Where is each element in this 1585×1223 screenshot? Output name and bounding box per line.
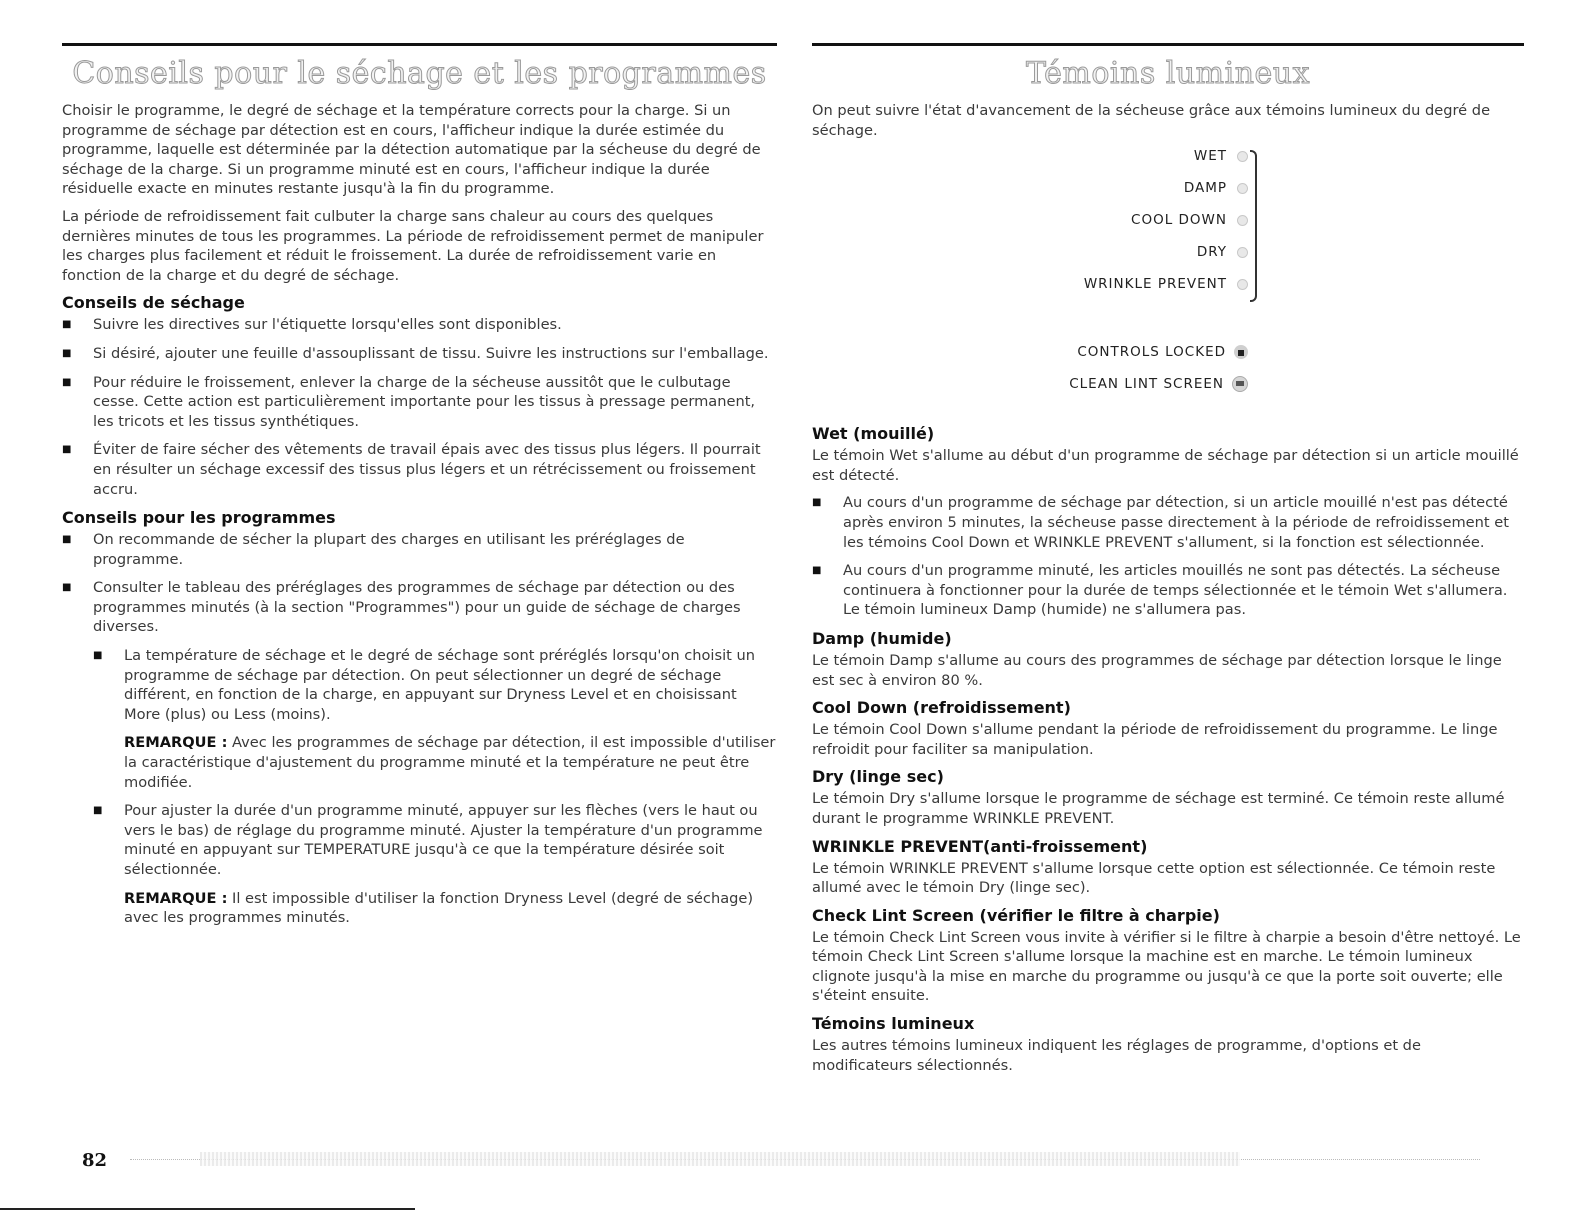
page-footer (70, 1150, 1480, 1170)
check-lint-heading: Check Lint Screen (vérifier le filtre à charpie) (812, 905, 1220, 925)
bottom-rule (0, 1208, 415, 1210)
list-item: ■ La température de séchage et le degré de séchage sont préréglés lorsqu'on choisit un programme de séchage par détection. On peut sélectionner un degré de séchage différent, en fonction de la charge, en appuyant sur Dryness Level et en choisissant More (plus) ou Less (moins). (93, 646, 777, 724)
scan-artifact-stripe (200, 1152, 1240, 1166)
right-section-title: Témoins lumineux (1025, 56, 1311, 91)
note-label: REMARQUE : (124, 734, 228, 752)
page-number: 82 (82, 1150, 108, 1171)
indicator-damp (1184, 180, 1248, 196)
damp-text: Le témoin Damp s'allume au cours des programmes de séchage par détection lorsque le linge est sec à environ 80 %. (812, 651, 1502, 689)
indicator-label: CONTROLS LOCKED (1077, 344, 1226, 361)
dry-heading: Dry (linge sec) (812, 767, 944, 787)
list-item: ■ Pour réduire le froissement, enlever la charge de la sécheuse aussitôt que le culbutage cesse. Cette action est particulièrement importante pour les tissus à pressage permanent, les tricots et les tissus synthétiques. (62, 373, 777, 432)
led-icon (1237, 151, 1248, 162)
indicator-cool-down (1131, 212, 1248, 228)
led-icon (1237, 183, 1248, 194)
top-rule (812, 43, 1524, 46)
drying-tips-list (62, 315, 777, 499)
lint-screen-icon (1232, 376, 1248, 392)
intro-paragraph-1: Choisir le programme, le degré de séchage et la température corrects pour la charge. Si un programme de séchage par détection est en cours, l'afficheur indique la durée estimée du programme, laquelle est déterminée par la détection automatique par la sécheuse du degré de séchage de la charge. Si un programme minuté est en cours, l'afficheur indique la durée résiduelle exacte en minutes restante jusqu'à la fin du programme. (62, 102, 761, 198)
intro-paragraph-2: La période de refroidissement fait culbuter la charge sans chaleur au cours des quelques dernières minutes de tous les programmes. La période de refroidissement permet de manipuler les charges plus facilement et réduit le froissement. La durée de refroidissement varie en fonction de la charge et du degré de séchage. (62, 207, 764, 284)
wet-text: Le témoin Wet s'allume au début d'un programme de séchage par détection si un article mouillé est détecté. (812, 447, 1519, 484)
indicator-label: CLEAN LINT SCREEN (1069, 376, 1224, 393)
wet-heading: Wet (mouillé) (812, 424, 935, 444)
indicator-dry (1197, 244, 1248, 260)
note-text: Avec les programmes de séchage par détection, il est impossible d'utiliser la caractéristique d'ajustement du programme minuté et la température ne peut être modifiée. (124, 734, 776, 791)
list-item: ■ Consulter le tableau des préréglages des programmes de séchage par détection ou des programmes minutés (à la section "Programmes") pour un guide de séchage de charges diverses. (62, 578, 777, 637)
list-item: ■ Si désiré, ajouter une feuille d'assouplissant de tissu. Suivre les instructions sur l'emballage. (62, 344, 777, 364)
dry-text: Le témoin Dry s'allume lorsque le programme de séchage est terminé. Ce témoin reste allumé durant le programme WRINKLE PREVENT. (812, 790, 1505, 827)
wet-list (812, 493, 1524, 620)
indicator-label: COOL DOWN (1131, 212, 1227, 229)
drying-tips-heading: Conseils de séchage (62, 293, 245, 313)
right-column (812, 43, 1524, 1083)
indicator-panel (812, 148, 1524, 416)
list-item: ■ Au cours d'un programme de séchage par détection, si un article mouillé n'est pas détecté après environ 5 minutes, la sécheuse passe directement à la période de refroidissement et les témoins Cool Down et WRINKLE PREVENT s'allument, si la fonction est sélectionnée. (812, 493, 1524, 552)
led-icon (1237, 279, 1248, 290)
note-text: Il est impossible d'utiliser la fonction Dryness Level (degré de séchage) avec les programmes minutés. (124, 889, 754, 927)
indicator-label: WET (1193, 148, 1227, 165)
temoins-text: Les autres témoins lumineux indiquent les réglages de programme, d'options et de modificateurs sélectionnés. (812, 1037, 1421, 1074)
indicator-label: WRINKLE PREVENT (1083, 276, 1227, 293)
damp-heading: Damp (humide) (812, 628, 952, 648)
note-label: REMARQUE : (124, 889, 228, 907)
right-intro: On peut suivre l'état d'avancement de la sécheuse grâce aux témoins lumineux du degré de séchage. (812, 102, 1491, 139)
cycle-tips-heading: Conseils pour les programmes (62, 508, 336, 528)
note-1 (124, 733, 777, 792)
wrinkle-prevent-heading: WRINKLE PREVENT(anti-froissement) (812, 836, 1148, 856)
check-lint-text: Le témoin Check Lint Screen vous invite à vérifier si le filtre à charpie a besoin d'être nettoyé. Le témoin Check Lint Screen s'allume lorsque la machine est en marche. Le témoin lumineux clignote jusqu'à la mise en marche du programme ou jusqu'à ce que la porte soit ouverte; elle s'éteint ensuite. (812, 928, 1521, 1005)
left-column (62, 43, 777, 937)
bracket-icon (1250, 150, 1257, 302)
wrinkle-prevent-text: Le témoin WRINKLE PREVENT s'allume lorsque cette option est sélectionnée. Ce témoin reste allumé avec le témoin Dry (linge sec). (812, 859, 1496, 897)
indicator-controls-locked (1077, 344, 1248, 360)
list-item: ■ Pour ajuster la durée d'un programme minuté, appuyer sur les flèches (vers le haut ou vers le bas) de réglage du programme minuté. Ajuster la température d'un programme minuté en appuyant sur TEMPERATURE jusqu'à ce que la température désirée soit sélectionnée. (93, 801, 777, 879)
list-item: ■ On recommande de sécher la plupart des charges en utilisant les préréglages de programme. (62, 530, 777, 569)
indicator-wrinkle-prevent (1084, 276, 1248, 292)
indicator-clean-lint-screen (1069, 376, 1248, 392)
left-section-title: Conseils pour le séchage et les programmes (72, 56, 767, 91)
note-2 (124, 889, 777, 928)
list-item: ■ Au cours d'un programme minuté, les articles mouillés ne sont pas détectés. La sécheuse continuera à fonctionner pour la durée de temps sélectionnée et le témoin Wet s'allumera. Le témoin lumineux Damp (humide) ne s'allumera pas. (812, 561, 1524, 620)
lock-icon (1234, 345, 1248, 359)
cool-down-text: Le témoin Cool Down s'allume pendant la période de refroidissement du programme. Le linge refroidit pour faciliter sa manipulation. (812, 721, 1498, 758)
led-icon (1237, 215, 1248, 226)
top-rule (62, 43, 777, 46)
indicator-label: DRY (1196, 244, 1227, 261)
cool-down-heading: Cool Down (refroidissement) (812, 698, 1071, 718)
led-icon (1237, 247, 1248, 258)
list-item: ■ Éviter de faire sécher des vêtements de travail épais avec des tissus plus légers. Il pourrait en résulter un séchage excessif des tissus plus légers et un rétrécissement ou froissement accru. (62, 440, 777, 499)
cycle-tips-sublist-2 (93, 801, 777, 879)
cycle-tips-sublist (93, 646, 777, 724)
indicator-wet (1194, 148, 1248, 164)
temoins-heading: Témoins lumineux (812, 1014, 975, 1034)
list-item: ■ Suivre les directives sur l'étiquette lorsqu'elles sont disponibles. (62, 315, 777, 335)
cycle-tips-list (62, 530, 777, 637)
indicator-label: DAMP (1183, 180, 1227, 197)
